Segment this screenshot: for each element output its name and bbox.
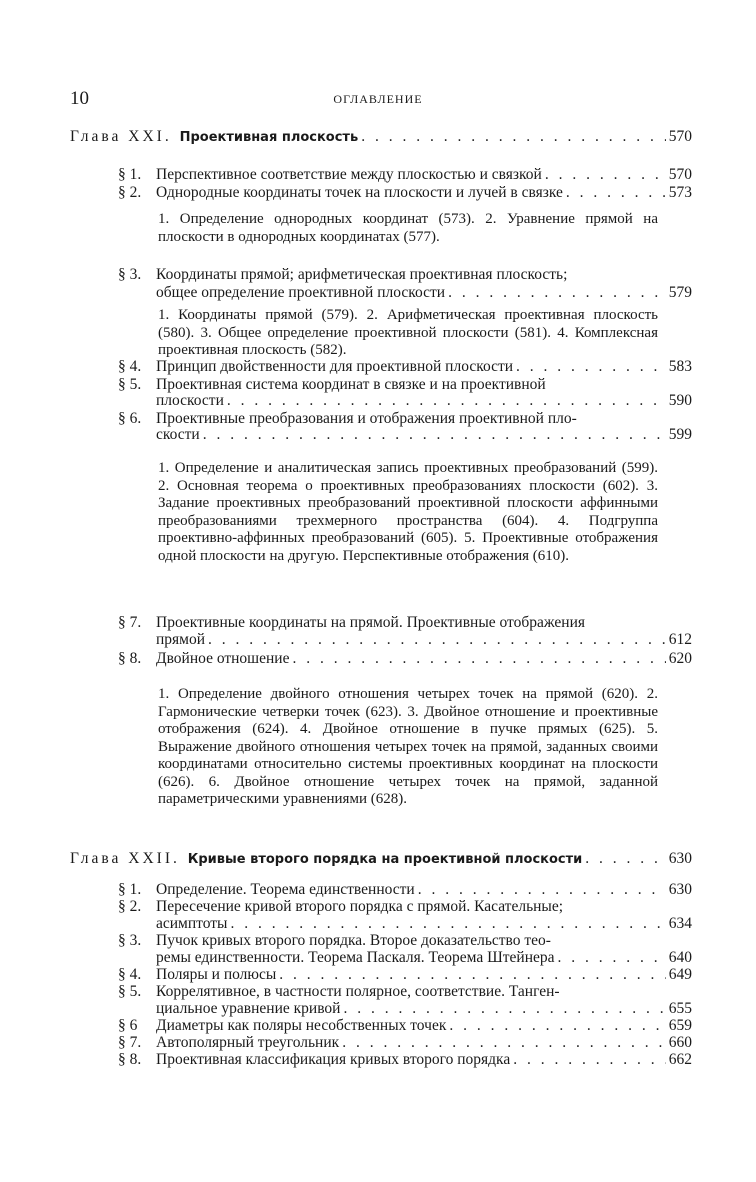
section-number: § 7. (118, 614, 142, 631)
toc-section (118, 1017, 692, 1035)
section-number: § 3. (118, 266, 142, 283)
section-number: § 7. (118, 1034, 142, 1051)
section-title: Пересечение кривой второго порядка с прямой. Касательные; (156, 898, 564, 915)
section-number: § 3. (118, 932, 142, 949)
subsection-summary: 1. Координаты прямой (579). 2. Арифметическая проективная плоскость (580). 3. Общее определение проективной плоскости (581). 4. Комплексная проективная плоскость (582). (158, 307, 658, 358)
section-title: Автополярный треугольник (156, 1034, 340, 1051)
chapter-title: Кривые второго порядка на проективной плоскости (187, 852, 583, 867)
toc-section (118, 392, 692, 410)
section-title-cont: плоскости (156, 392, 224, 409)
page-ref: 612 (668, 631, 692, 648)
toc-section-line (118, 614, 692, 632)
subsection-summary: 1. Определение и аналитическая запись проективных преобразований (599). 2. Основная теорема о проективных преобразованиях плоскости (602). 3. Задание проективных преобразований проективной плоскости аффинными преобразованиями трехмерного пространства (604). 4. Подгруппа проективно-аффинных преобразований (605). 5. Проективные отображения одной плоскости на другую. Перспективные отображения (610). (158, 460, 658, 564)
page-ref: 634 (668, 915, 692, 932)
page-ref: 662 (668, 1051, 692, 1068)
toc-section (118, 1034, 692, 1052)
section-title-cont: асимптоты (156, 915, 228, 932)
section-number: § 8. (118, 1051, 142, 1068)
section-number: § 5. (118, 376, 142, 393)
section-title: Поляры и полюсы (156, 966, 277, 983)
page-ref: 620 (668, 650, 692, 667)
section-title: Проективные координаты на прямой. Проективные отображения (156, 614, 585, 631)
section-number: § 8. (118, 650, 142, 667)
page-ref: 649 (668, 966, 692, 983)
section-number: § 6 (118, 1017, 138, 1034)
page-ref: 659 (668, 1017, 692, 1034)
toc-section (118, 915, 692, 933)
toc-section (118, 184, 692, 202)
section-title: Пучок кривых второго порядка. Второе доказательство тео- (156, 932, 551, 949)
section-title-cont: прямой (156, 631, 206, 648)
section-number: § 1. (118, 166, 142, 183)
toc-section-line (118, 266, 692, 284)
toc-section (118, 650, 692, 668)
section-number: § 2. (118, 898, 142, 915)
section-title: Координаты прямой; арифметическая проективная плоскость; (156, 266, 568, 283)
page-number: 10 (70, 88, 89, 109)
page-ref: 630 (668, 850, 692, 867)
subsection-summary: 1. Определение двойного отношения четырех точек на прямой (620). 2. Гармонические четверки точек (623). 3. Двойное отношение и проективные отображения (624). 4. Двойное отношение в пучке прямых (625). 5. Выражение двойного отношения четырех точек на прямой, заданных своими координатами относительно системы проективных координат на плоскости (626). 6. Двойное отношение четырех точек на прямой, заданной параметрическими уравнениями (628). (158, 686, 658, 807)
toc-section-line (118, 898, 692, 916)
section-number: § 4. (118, 358, 142, 375)
toc-section (118, 1051, 692, 1069)
page-ref: 655 (668, 1000, 692, 1017)
section-number: § 1. (118, 881, 142, 898)
section-number: § 4. (118, 966, 142, 983)
section-title: Определение. Теорема единственности (156, 881, 415, 898)
toc-section-line (118, 983, 692, 1001)
section-title: Проективная система координат в связке и на проективной (156, 376, 546, 393)
chapter-label: Глава XXII. (70, 850, 180, 867)
section-title-cont: общее определение проективной плоскости (156, 284, 446, 301)
section-title: Проективная классификация кривых второго порядка (156, 1051, 511, 1068)
section-number: § 5. (118, 983, 142, 1000)
chapter-title: Проективная плоскость (179, 130, 359, 145)
toc-section (118, 166, 692, 184)
toc-section (118, 426, 692, 444)
section-title: Проективные преобразования и отображения проективной пло- (156, 410, 577, 427)
section-title: Диаметры как поляры несобственных точек (156, 1017, 447, 1034)
chapter-heading (70, 128, 692, 147)
page-ref: 583 (668, 358, 692, 375)
section-title: Принцип двойственности для проективной плоскости (156, 358, 514, 375)
toc-section (118, 881, 692, 899)
chapter-heading (70, 850, 692, 869)
page-ref: 573 (668, 184, 692, 201)
toc-section (118, 284, 692, 302)
section-title: Однородные координаты точек на плоскости и лучей в связке (156, 184, 563, 201)
subsection-summary: 1. Определение однородных координат (573). 2. Уравнение прямой на плоскости в однородных координатах (577). (158, 211, 658, 245)
toc-section (118, 966, 692, 984)
page-ref: 570 (668, 128, 692, 145)
page-ref: 630 (668, 881, 692, 898)
section-title-cont: ремы единственности. Теорема Паскаля. Теорема Штейнера (156, 949, 555, 966)
toc-section (118, 1000, 692, 1018)
section-title-cont: скости (156, 426, 200, 443)
section-number: § 2. (118, 184, 142, 201)
toc-section-line (118, 932, 692, 950)
chapter-label: Глава XXI. (70, 128, 172, 145)
section-title-cont: циальное уравнение кривой (156, 1000, 341, 1017)
section-title: Перспективное соответствие между плоскостью и связкой (156, 166, 542, 183)
toc-section (118, 358, 692, 376)
section-title: Двойное отношение (156, 650, 290, 667)
toc-section (118, 949, 692, 967)
section-number: § 6. (118, 410, 142, 427)
section-title: Коррелятивное, в частности полярное, соответствие. Танген- (156, 983, 560, 1000)
page-ref: 660 (668, 1034, 692, 1051)
toc-section (118, 631, 692, 649)
running-head: ОГЛАВЛЕНИЕ (333, 92, 423, 106)
page-ref: 579 (668, 284, 692, 301)
page-ref: 640 (668, 949, 692, 966)
page-ref: 570 (668, 166, 692, 183)
page-ref: 599 (668, 426, 692, 443)
page-ref: 590 (668, 392, 692, 409)
